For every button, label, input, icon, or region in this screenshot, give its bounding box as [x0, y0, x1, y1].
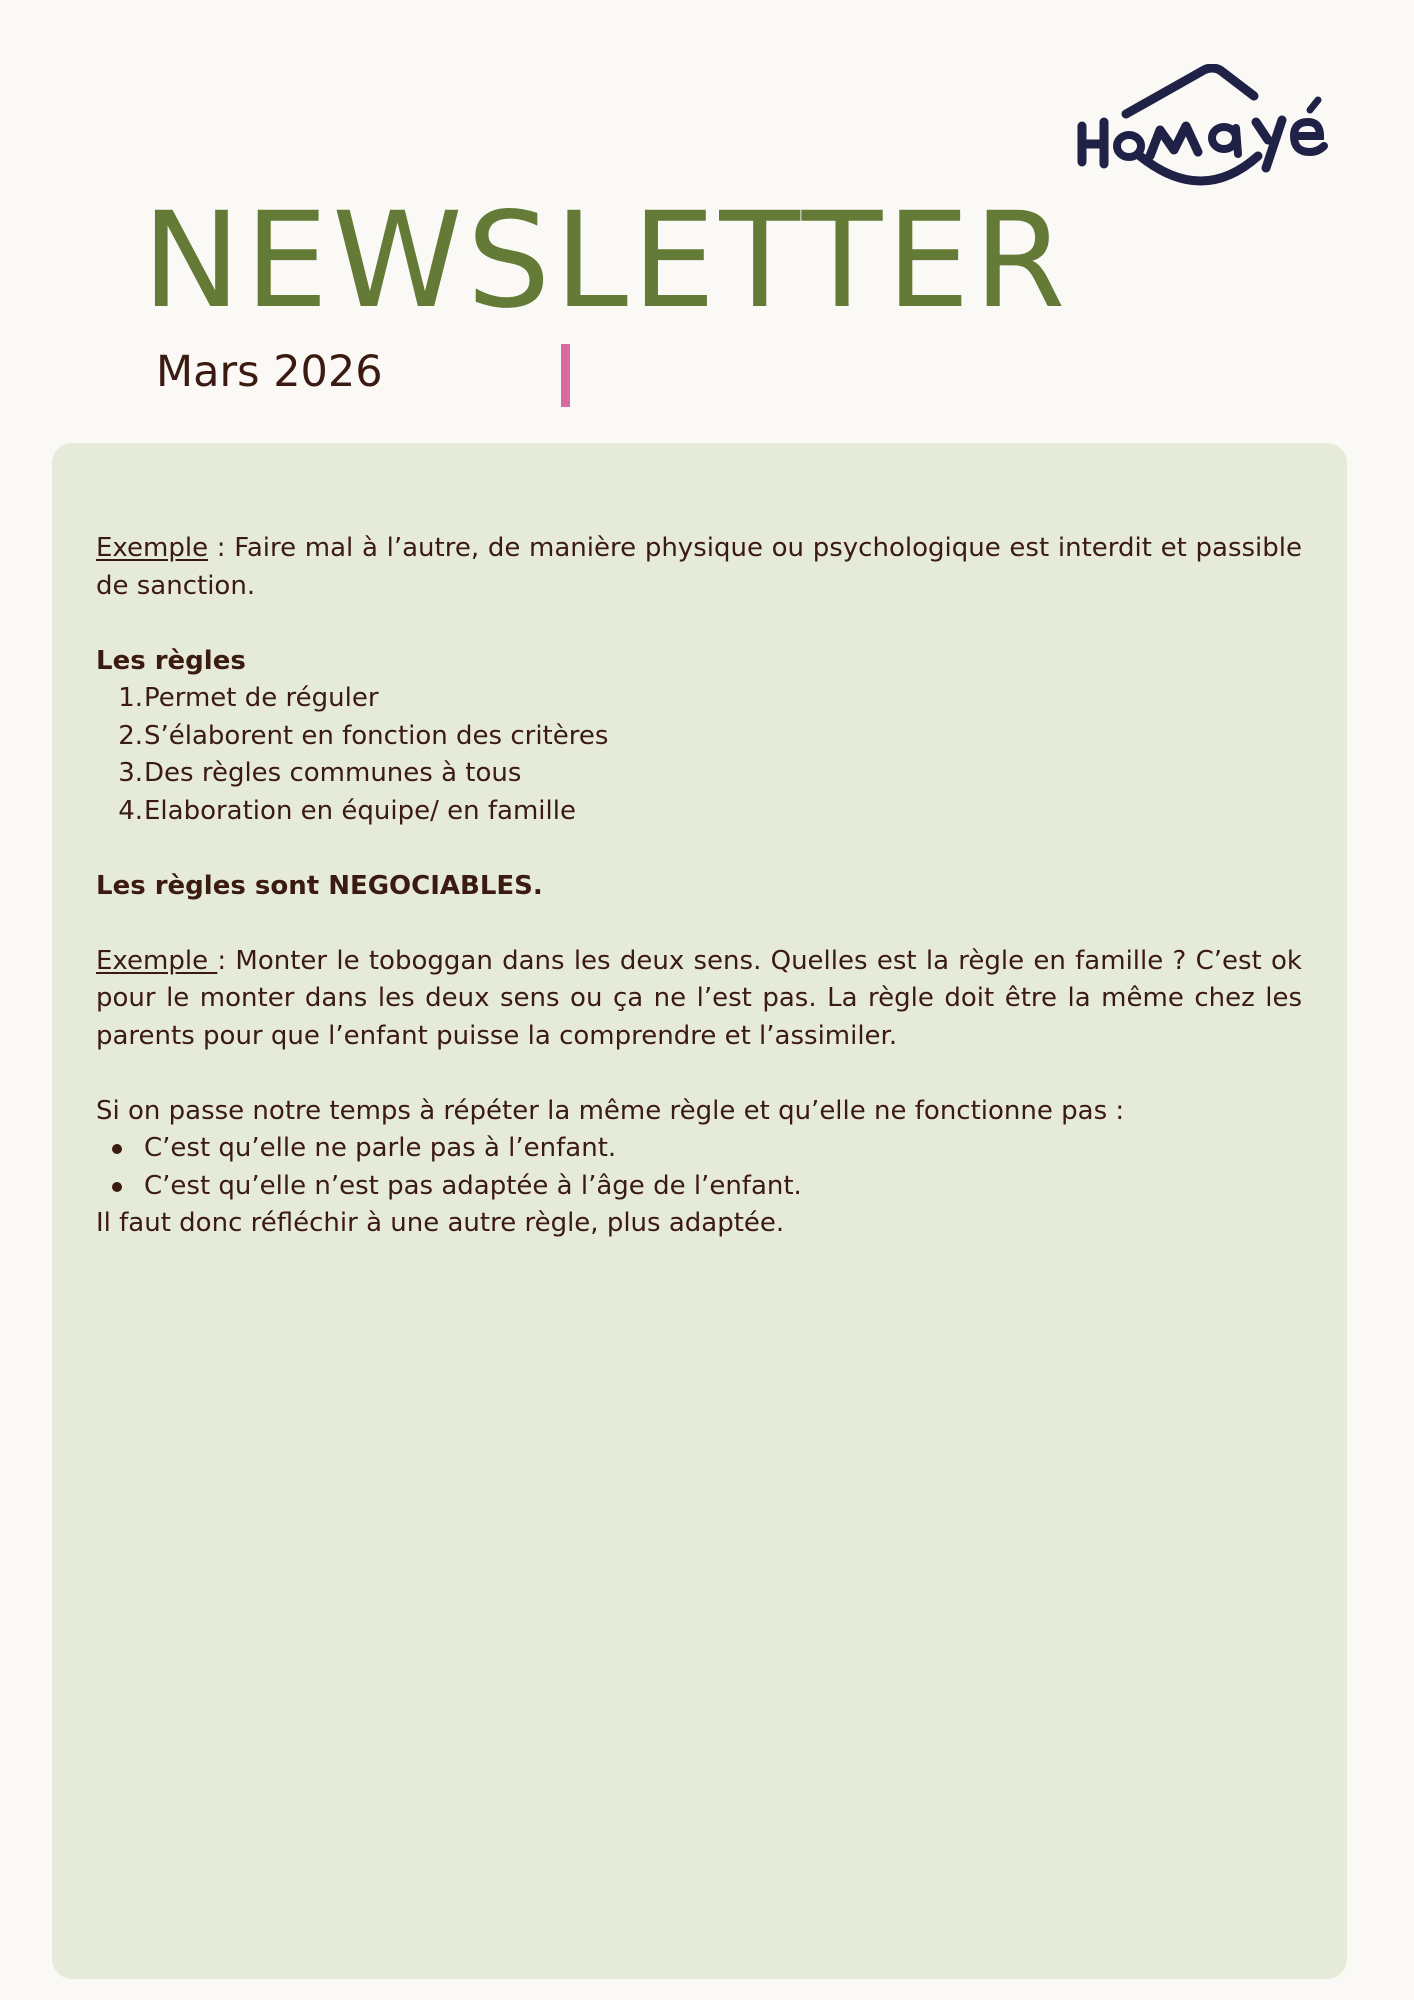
list-item: 2. S’élaborent en fonction des critères: [118, 720, 609, 751]
list-item: 1. Permet de réguler: [118, 683, 379, 713]
homaye-logo: [1074, 64, 1352, 194]
example-label: Exemple: [96, 533, 209, 563]
negotiable-statement: Les règles sont NEGOCIABLES.: [96, 870, 543, 901]
example-paragraph-2: [96, 943, 1302, 1056]
issue-date: Mars 2026: [156, 347, 383, 397]
list-item: C’est qu’elle ne parle pas à l’enfant.: [96, 1130, 1302, 1168]
newsletter-body: [96, 530, 1302, 1243]
rules-list: [96, 680, 1302, 830]
conclusion: Il faut donc réfléchir à une autre règle, plus adaptée.: [96, 1208, 785, 1238]
bullet-icon: [112, 1144, 122, 1154]
repeat-intro: Si on passe notre temps à répéter la même règle et qu’elle ne fonctionne pas :: [96, 1095, 1125, 1126]
rules-heading: Les règles: [96, 645, 246, 676]
accent-bar: [561, 344, 570, 407]
example-paragraph-1: [96, 530, 1302, 605]
bullet-icon: [112, 1182, 122, 1192]
example-text: : Monter le toboggan dans les deux sens. Quelles est la règle en famille ? C’est ok pour le monter dans les deux sens ou ça ne l’est pas. La règle doit être la même chez les parents pour que l’enfant puisse la comprendre et l’assimiler.: [96, 945, 1302, 1051]
list-item: 4. Elaboration en équipe/ en famille: [118, 795, 576, 826]
example-label: Exemple: [96, 945, 218, 976]
example-text: : Faire mal à l’autre, de manière physique ou psychologique est interdit et passible de sanction.: [96, 533, 1302, 601]
list-item: C’est qu’elle n’est pas adaptée à l’âge de l’enfant.: [96, 1168, 1302, 1206]
reasons-list: [96, 1130, 1302, 1205]
list-item: 3. Des règles communes à tous: [118, 758, 522, 788]
newsletter-title: NEWSLETTER: [142, 184, 1070, 338]
